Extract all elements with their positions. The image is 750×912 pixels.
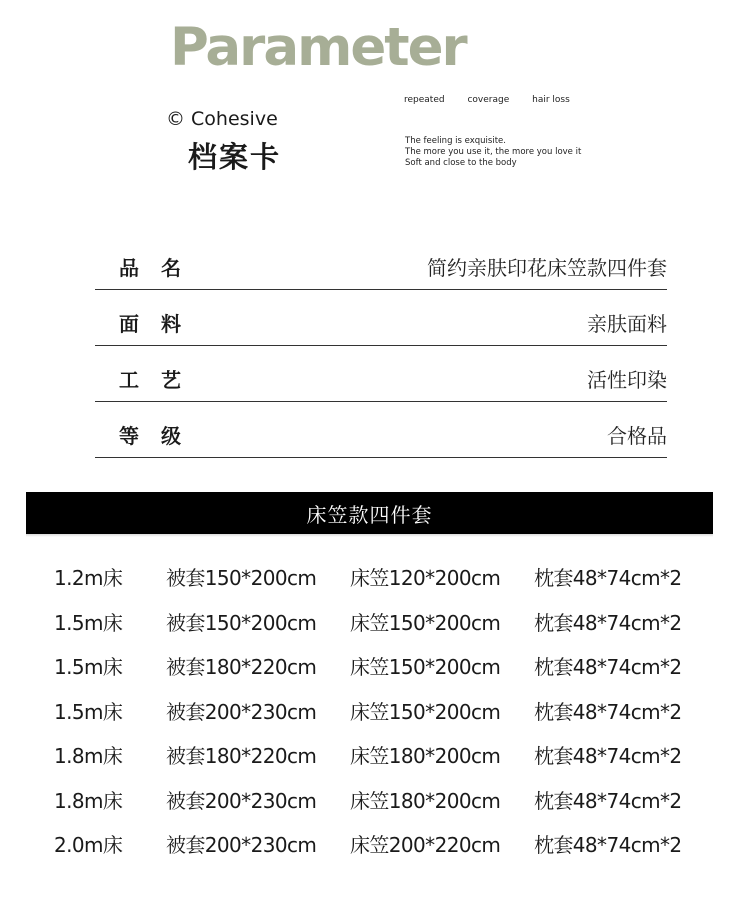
pillowcase-size: 枕套48*74cm*2 bbox=[534, 699, 682, 724]
bed-size: 1.5m床 bbox=[54, 655, 123, 679]
bed-size: 1.5m床 bbox=[54, 699, 123, 724]
spec-label: 面料 bbox=[119, 312, 203, 336]
fitted-sheet-size: 床笠150*200cm bbox=[350, 610, 501, 635]
section-banner: 床笠款四件套 bbox=[26, 492, 713, 534]
spec-label: 等级 bbox=[119, 424, 203, 448]
size-table bbox=[54, 556, 714, 868]
spec-value: 简约亲肤印花床笠款四件套 bbox=[427, 256, 667, 280]
spec-row-fabric bbox=[95, 290, 667, 346]
bed-size: 1.8m床 bbox=[54, 744, 123, 768]
pillowcase-size: 枕套48*74cm*2 bbox=[534, 833, 682, 857]
pillowcase-size: 枕套48*74cm*2 bbox=[534, 610, 682, 635]
tagline-line: The feeling is exquisite. bbox=[405, 136, 506, 146]
spec-value: 亲肤面料 bbox=[587, 312, 667, 336]
banner-shadow bbox=[26, 534, 713, 537]
tagline bbox=[405, 136, 581, 169]
spec-row-grade bbox=[95, 402, 667, 458]
tag-item: repeated bbox=[404, 95, 445, 105]
brand-name: © Cohesive bbox=[166, 108, 278, 130]
duvet-cover-size: 被套200*230cm bbox=[166, 833, 317, 857]
bed-size: 1.5m床 bbox=[54, 610, 123, 635]
tagline-line: Soft and close to the body bbox=[405, 158, 517, 168]
fitted-sheet-size: 床笠150*200cm bbox=[350, 699, 501, 724]
spec-label: 工艺 bbox=[119, 368, 203, 392]
pillowcase-size: 枕套48*74cm*2 bbox=[534, 655, 682, 679]
size-row bbox=[54, 823, 714, 868]
duvet-cover-size: 被套200*230cm bbox=[166, 788, 317, 813]
tagline-line: The more you use it, the more you love it bbox=[405, 147, 582, 157]
duvet-cover-size: 被套150*200cm bbox=[166, 610, 317, 635]
size-row bbox=[54, 734, 714, 779]
size-row bbox=[54, 690, 714, 735]
card-title: 档案卡 bbox=[188, 140, 282, 174]
bed-size: 2.0m床 bbox=[54, 833, 123, 857]
tag-item: coverage bbox=[467, 95, 510, 105]
fitted-sheet-size: 床笠180*200cm bbox=[350, 788, 501, 813]
spec-table bbox=[95, 234, 667, 458]
spec-row-process bbox=[95, 346, 667, 402]
duvet-cover-size: 被套180*220cm bbox=[166, 744, 317, 768]
duvet-cover-size: 被套150*200cm bbox=[166, 566, 317, 590]
spec-value: 活性印染 bbox=[587, 368, 667, 392]
pillowcase-size: 枕套48*74cm*2 bbox=[534, 788, 682, 813]
tag-item: hair loss bbox=[532, 95, 570, 105]
duvet-cover-size: 被套200*230cm bbox=[166, 699, 317, 724]
size-row bbox=[54, 645, 714, 690]
spec-label: 品名 bbox=[119, 256, 203, 280]
fitted-sheet-size: 床笠150*200cm bbox=[350, 655, 501, 679]
bed-size: 1.2m床 bbox=[54, 566, 123, 590]
pillowcase-size: 枕套48*74cm*2 bbox=[534, 744, 682, 768]
tag-list bbox=[404, 94, 590, 106]
page-title: Parameter bbox=[170, 17, 466, 78]
bed-size: 1.8m床 bbox=[54, 788, 123, 813]
size-row bbox=[54, 556, 714, 601]
fitted-sheet-size: 床笠120*200cm bbox=[350, 566, 501, 590]
fitted-sheet-size: 床笠180*200cm bbox=[350, 744, 501, 768]
spec-row-product-name bbox=[95, 234, 667, 290]
pillowcase-size: 枕套48*74cm*2 bbox=[534, 566, 682, 590]
size-row bbox=[54, 601, 714, 646]
duvet-cover-size: 被套180*220cm bbox=[166, 655, 317, 679]
size-row bbox=[54, 779, 714, 824]
fitted-sheet-size: 床笠200*220cm bbox=[350, 833, 501, 857]
spec-value: 合格品 bbox=[607, 424, 667, 448]
